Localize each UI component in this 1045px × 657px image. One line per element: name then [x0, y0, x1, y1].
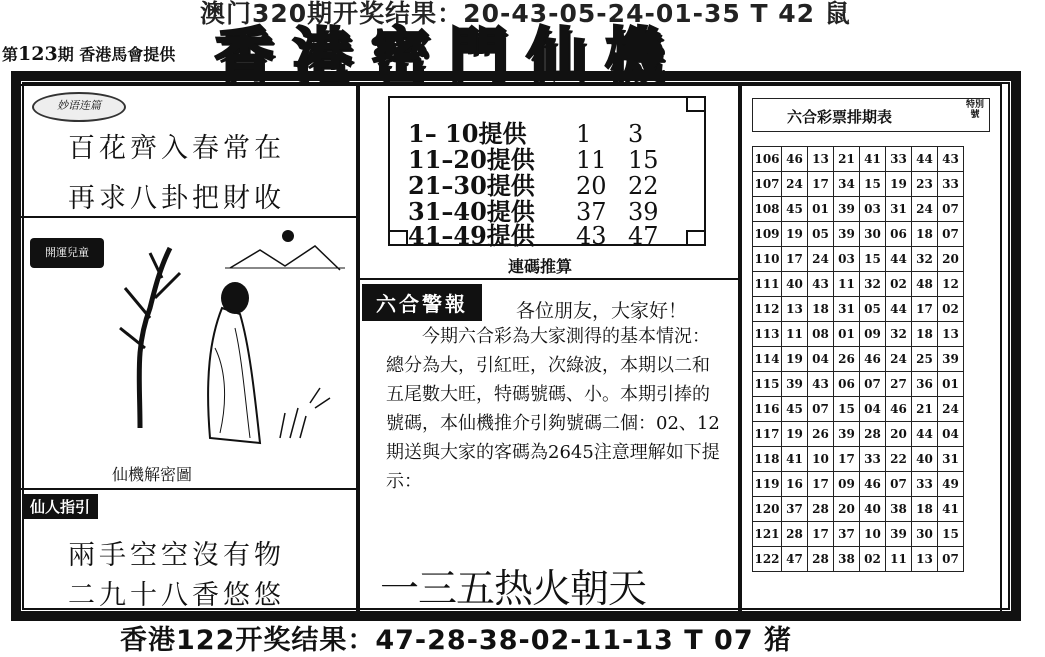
issue-cell: 107 [753, 172, 782, 197]
issue-cell: 116 [753, 397, 782, 422]
table-row [753, 297, 964, 322]
number-cell: 46 [782, 147, 808, 172]
number-cell: 17 [834, 447, 860, 472]
illustration-caption: 仙機解密圖 [112, 465, 193, 484]
hint-line-1: 兩手空空沒有物 [68, 540, 285, 571]
number-cell: 24 [886, 347, 912, 372]
number-cell: 39 [834, 422, 860, 447]
number-cell: 40 [782, 272, 808, 297]
number-cell: 06 [834, 372, 860, 397]
number-cell: 07 [860, 372, 886, 397]
issue-cell: 115 [753, 372, 782, 397]
number-cell: 11 [886, 547, 912, 572]
issue-prefix: 第 [2, 45, 19, 64]
number-cell: 18 [912, 222, 938, 247]
number-cell: 49 [938, 472, 964, 497]
table-row [753, 222, 964, 247]
illustration-badge: 開運兒童 [30, 238, 104, 268]
issue-cell: 112 [753, 297, 782, 322]
number-cell: 15 [860, 247, 886, 272]
number-cell: 32 [912, 247, 938, 272]
number-cell: 27 [886, 372, 912, 397]
number-cell: 37 [834, 522, 860, 547]
poem-top-line-2: 再求八卦把財收 [68, 183, 285, 214]
number-cell: 01 [938, 372, 964, 397]
number-cell: 39 [834, 197, 860, 222]
issue-cell: 120 [753, 497, 782, 522]
number-cell: 23 [912, 172, 938, 197]
number-cell: 17 [808, 172, 834, 197]
number-cell: 44 [886, 247, 912, 272]
number-cell: 12 [938, 272, 964, 297]
supply-divider [358, 278, 740, 280]
number-cell: 03 [860, 197, 886, 222]
number-cell: 24 [782, 172, 808, 197]
table-row [753, 322, 964, 347]
number-cell: 28 [808, 547, 834, 572]
number-cell: 34 [834, 172, 860, 197]
issue-cell: 111 [753, 272, 782, 297]
issue-suffix: 期 香港馬會提供 [57, 45, 176, 64]
number-cell: 04 [860, 397, 886, 422]
table-row [753, 422, 964, 447]
number-cell: 17 [808, 522, 834, 547]
corner-mark [686, 230, 706, 246]
number-cell: 13 [938, 322, 964, 347]
number-cell: 30 [860, 222, 886, 247]
number-cell: 26 [808, 422, 834, 447]
article-body: 今期六合彩為大家測得的基本情況：總分為大，引紅旺，次綠波，本期以二和五尾數大旺，特碼號碼、小。本期引捧的號碼，本仙機推介引夠號碼二個：02、12期送與大家的客碼為2645注意理解如下提示： [386, 326, 720, 492]
table-row [753, 197, 964, 222]
table-row [753, 522, 964, 547]
supply-panel [388, 96, 706, 250]
number-cell: 46 [860, 472, 886, 497]
number-cell: 44 [886, 297, 912, 322]
history-title: 六合彩票排期表 [787, 108, 893, 126]
number-cell: 02 [860, 547, 886, 572]
poem-badge: 妙语连篇 [32, 92, 126, 122]
number-cell: 41 [782, 447, 808, 472]
supply-row: 11–20提供 11 15 [408, 145, 659, 174]
number-cell: 09 [860, 322, 886, 347]
hint-line-2: 二九十八香悠悠 [68, 580, 285, 611]
number-cell: 19 [782, 347, 808, 372]
number-cell: 01 [808, 197, 834, 222]
number-cell: 20 [834, 497, 860, 522]
issue-cell: 109 [753, 222, 782, 247]
number-cell: 02 [938, 297, 964, 322]
number-cell: 19 [782, 222, 808, 247]
number-cell: 44 [912, 147, 938, 172]
issue-cell: 106 [753, 147, 782, 172]
number-cell: 26 [834, 347, 860, 372]
number-cell: 05 [860, 297, 886, 322]
supply-title: 連碼推算 [508, 257, 573, 276]
number-cell: 13 [782, 297, 808, 322]
number-cell: 13 [912, 547, 938, 572]
number-cell: 31 [886, 197, 912, 222]
number-cell: 33 [938, 172, 964, 197]
number-cell: 41 [860, 147, 886, 172]
number-cell: 43 [808, 372, 834, 397]
number-cell: 11 [834, 272, 860, 297]
number-cell: 39 [886, 522, 912, 547]
number-cell: 04 [938, 422, 964, 447]
issue-cell: 110 [753, 247, 782, 272]
table-row [753, 172, 964, 197]
number-cell: 20 [938, 247, 964, 272]
issue-cell: 113 [753, 322, 782, 347]
number-cell: 40 [912, 447, 938, 472]
issue-cell: 122 [753, 547, 782, 572]
table-row [753, 497, 964, 522]
issue-cell: 119 [753, 472, 782, 497]
alert-tag: 六合警報 [362, 284, 482, 321]
number-cell: 10 [860, 522, 886, 547]
number-cell: 03 [834, 247, 860, 272]
special-number-label: 特別號 [965, 100, 984, 120]
number-cell: 41 [938, 497, 964, 522]
number-cell: 30 [912, 522, 938, 547]
number-cell: 09 [834, 472, 860, 497]
number-cell: 07 [886, 472, 912, 497]
number-cell: 40 [860, 497, 886, 522]
number-cell: 37 [782, 497, 808, 522]
issue-cell: 118 [753, 447, 782, 472]
number-cell: 33 [860, 447, 886, 472]
number-cell: 28 [782, 522, 808, 547]
number-cell: 47 [782, 547, 808, 572]
banner-title: 香港密門仙機 [215, 21, 684, 89]
table-row [753, 547, 964, 572]
number-cell: 32 [860, 272, 886, 297]
number-cell: 39 [938, 347, 964, 372]
number-cell: 13 [808, 147, 834, 172]
table-row [753, 147, 964, 172]
table-row [753, 397, 964, 422]
number-cell: 06 [886, 222, 912, 247]
number-cell: 39 [782, 372, 808, 397]
number-cell: 20 [886, 422, 912, 447]
poem-top-divider [18, 216, 358, 218]
issue-cell: 117 [753, 422, 782, 447]
number-cell: 07 [938, 222, 964, 247]
number-cell: 38 [834, 547, 860, 572]
number-cell: 31 [834, 297, 860, 322]
issue-cell: 108 [753, 197, 782, 222]
slogan: 一三五热火朝天 [380, 567, 647, 612]
table-row [753, 447, 964, 472]
illustration-divider [18, 488, 358, 490]
number-cell: 17 [912, 297, 938, 322]
number-cell: 17 [808, 472, 834, 497]
hongkong-result-line: 香港122开奖结果：47-28-38-02-11-13 T 07 猪 [120, 625, 793, 656]
number-cell: 21 [912, 397, 938, 422]
number-cell: 15 [834, 397, 860, 422]
number-cell: 18 [808, 297, 834, 322]
issue-number: 123 [18, 43, 58, 65]
number-cell: 45 [782, 197, 808, 222]
fairy-illustration [110, 228, 350, 458]
table-row [753, 347, 964, 372]
number-cell: 24 [808, 247, 834, 272]
supply-row: 31–40提供 37 39 [408, 197, 659, 226]
poem-top-line-1: 百花齊入春常在 [68, 133, 285, 164]
number-cell: 24 [938, 397, 964, 422]
number-cell: 36 [912, 372, 938, 397]
supply-row: 41–49提供 43 47 [408, 221, 659, 250]
table-row [753, 272, 964, 297]
number-cell: 15 [860, 172, 886, 197]
number-cell: 02 [886, 272, 912, 297]
table-row [753, 472, 964, 497]
corner-mark [686, 96, 706, 112]
issue-label [2, 42, 175, 65]
number-cell: 25 [912, 347, 938, 372]
corner-mark [388, 230, 408, 246]
number-cell: 46 [860, 347, 886, 372]
issue-cell: 114 [753, 347, 782, 372]
number-cell: 19 [782, 422, 808, 447]
history-header [752, 98, 990, 132]
number-cell: 39 [834, 222, 860, 247]
number-cell: 28 [808, 497, 834, 522]
number-cell: 22 [886, 447, 912, 472]
number-cell: 28 [860, 422, 886, 447]
number-cell: 15 [938, 522, 964, 547]
number-cell: 01 [834, 322, 860, 347]
number-cell: 19 [886, 172, 912, 197]
table-row [753, 372, 964, 397]
number-cell: 21 [834, 147, 860, 172]
history-table [752, 146, 964, 572]
number-cell: 10 [808, 447, 834, 472]
number-cell: 44 [912, 422, 938, 447]
supply-row: 1– 10提供 1 3 [408, 119, 644, 148]
number-cell: 31 [938, 447, 964, 472]
number-cell: 33 [886, 147, 912, 172]
macau-result-line: 澳门320期开奖结果：20-43-05-24-01-35 T 42 鼠 [200, 0, 851, 28]
table-row [753, 247, 964, 272]
number-cell: 11 [782, 322, 808, 347]
number-cell: 24 [912, 197, 938, 222]
hint-tag: 仙人指引 [22, 494, 98, 519]
number-cell: 04 [808, 347, 834, 372]
number-cell: 07 [808, 397, 834, 422]
number-cell: 18 [912, 497, 938, 522]
number-cell: 43 [808, 272, 834, 297]
number-cell: 48 [912, 272, 938, 297]
number-cell: 33 [912, 472, 938, 497]
number-cell: 08 [808, 322, 834, 347]
number-cell: 07 [938, 547, 964, 572]
number-cell: 17 [782, 247, 808, 272]
supply-row: 21–30提供 20 22 [408, 171, 659, 200]
number-cell: 46 [886, 397, 912, 422]
issue-cell: 121 [753, 522, 782, 547]
number-cell: 18 [912, 322, 938, 347]
article-greeting: 各位朋友，大家好！ [516, 300, 688, 322]
number-cell: 32 [886, 322, 912, 347]
number-cell: 07 [938, 197, 964, 222]
number-cell: 05 [808, 222, 834, 247]
number-cell: 16 [782, 472, 808, 497]
number-cell: 43 [938, 147, 964, 172]
number-cell: 45 [782, 397, 808, 422]
number-cell: 38 [886, 497, 912, 522]
